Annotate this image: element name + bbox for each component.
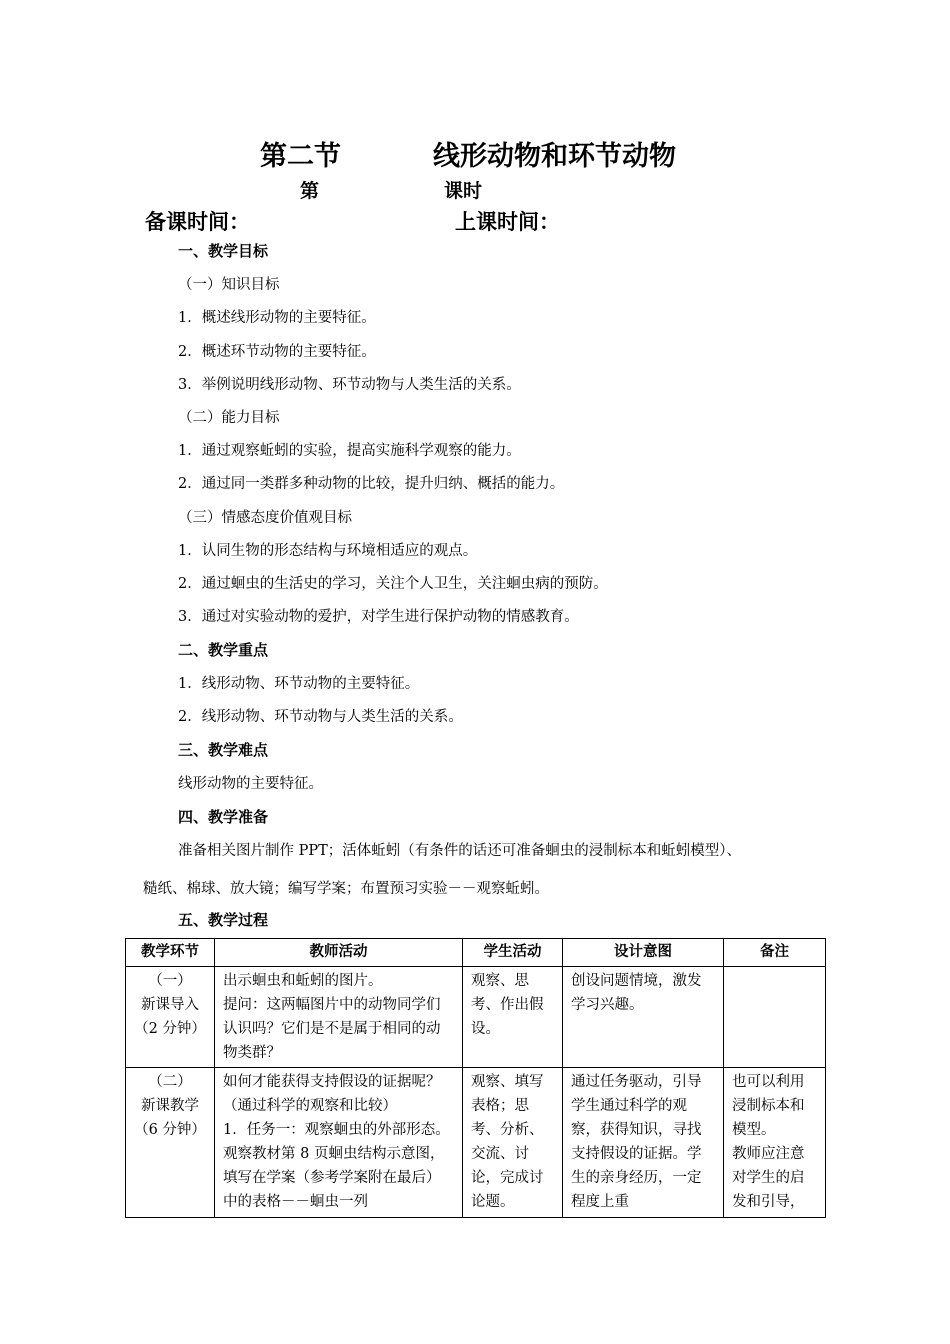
student-cell	[463, 1068, 563, 1218]
emotion-heading: （三）情感态度价值观目标	[178, 510, 352, 526]
note-cell	[724, 967, 826, 1068]
class-time-label: 上课时间：	[455, 210, 560, 234]
teacher-cell	[215, 967, 463, 1068]
column-header: 教师活动	[215, 939, 463, 967]
intent-cell	[563, 1068, 724, 1218]
page-title: 线形动物和环节动物	[433, 141, 676, 172]
teacher-text: 如何才能获得支持假设的证据呢？（通过科学的观察和比较） 1．任务一：观察蛔虫的外部形态。观察教材第 8 页蛔虫结构示意图，填写在学案（参考学案附在最后）中的表格－－蛔虫一列	[223, 1074, 450, 1210]
student-text: 观察、填写表格；思考、分析、交流、讨论，完成讨论题。	[471, 1074, 544, 1210]
preparation-heading: 四、教学准备	[178, 808, 269, 826]
column-header: 设计意图	[563, 939, 724, 967]
column-header: 教学环节	[126, 939, 215, 967]
note-cell	[724, 1068, 826, 1218]
stage-cell	[126, 967, 215, 1068]
intent-cell	[563, 967, 724, 1068]
knowledge-item: 3．举例说明线形动物、环节动物与人类生活的关系。	[178, 377, 521, 393]
student-text: 观察、思考、作出假设。	[471, 973, 544, 1037]
stage-text: （一） 新课导入 （2 分钟）	[134, 973, 206, 1037]
difficulties-heading: 三、教学难点	[178, 741, 269, 759]
objectives-heading: 一、教学目标	[178, 242, 269, 260]
key-point-item: 2．线形动物、环节动物与人类生活的关系。	[178, 709, 463, 725]
emotion-item: 3．通过对实验动物的爱护，对学生进行保护动物的情感教育。	[178, 609, 579, 625]
emotion-item: 2．通过蛔虫的生活史的学习，关注个人卫生，关注蛔虫病的预防。	[178, 576, 608, 592]
preparation-line: 准备相关图片制作 PPT；活体蚯蚓（有条件的话还可准备蛔虫的浸制标本和蚯蚓模型）、	[178, 843, 742, 859]
teacher-text: 出示蛔虫和蚯蚓的图片。 提问：这两幅图片中的动物同学们认识吗？它们是不是属于相同的动物类群？	[223, 973, 441, 1061]
student-cell	[463, 967, 563, 1068]
ability-heading: （二）能力目标	[178, 410, 280, 426]
preparation-line: 糙纸、棉球、放大镜；编写学案；布置预习实验－－观察蚯蚓。	[143, 881, 549, 897]
ability-item: 2．通过同一类群多种动物的比较，提升归纳、概括的能力。	[178, 476, 565, 492]
emotion-item: 1．认同生物的形态结构与环境相适应的观点。	[178, 543, 478, 559]
lesson-label: 第	[300, 180, 320, 202]
prep-time-label: 备课时间：	[145, 210, 250, 234]
difficulties-text: 线形动物的主要特征。	[178, 776, 323, 792]
intent-text: 通过任务驱动，引导学生通过科学的观察，获得知识，寻找支持假设的证据。学生的亲身经历，一定程度上重	[571, 1074, 702, 1210]
teacher-cell	[215, 1068, 463, 1218]
column-header: 备注	[724, 939, 826, 967]
process-heading: 五、教学过程	[178, 911, 269, 929]
key-points-heading: 二、教学重点	[178, 641, 269, 659]
key-point-item: 1．线形动物、环节动物的主要特征。	[178, 676, 420, 692]
stage-cell	[126, 1068, 215, 1218]
table-row	[126, 967, 826, 1068]
column-header: 学生活动	[463, 939, 563, 967]
table-row	[126, 1068, 826, 1218]
knowledge-heading: （一）知识目标	[178, 277, 280, 293]
note-text: 也可以利用浸制标本和模型。 教师应注意对学生的启发和引导，	[732, 1074, 805, 1210]
lesson-unit: 课时	[444, 180, 483, 202]
ability-item: 1．通过观察蚯蚓的实验，提高实施科学观察的能力。	[178, 443, 521, 459]
teaching-process-table	[125, 938, 826, 1218]
intent-text: 创设问题情境，激发学习兴趣。	[571, 973, 702, 1013]
knowledge-item: 2．概述环节动物的主要特征。	[178, 344, 376, 360]
knowledge-item: 1．概述线形动物的主要特征。	[178, 310, 376, 326]
section-number: 第二节	[260, 141, 341, 172]
table-header-row	[126, 939, 826, 967]
stage-text: （二） 新课教学 （6 分钟）	[134, 1074, 206, 1138]
